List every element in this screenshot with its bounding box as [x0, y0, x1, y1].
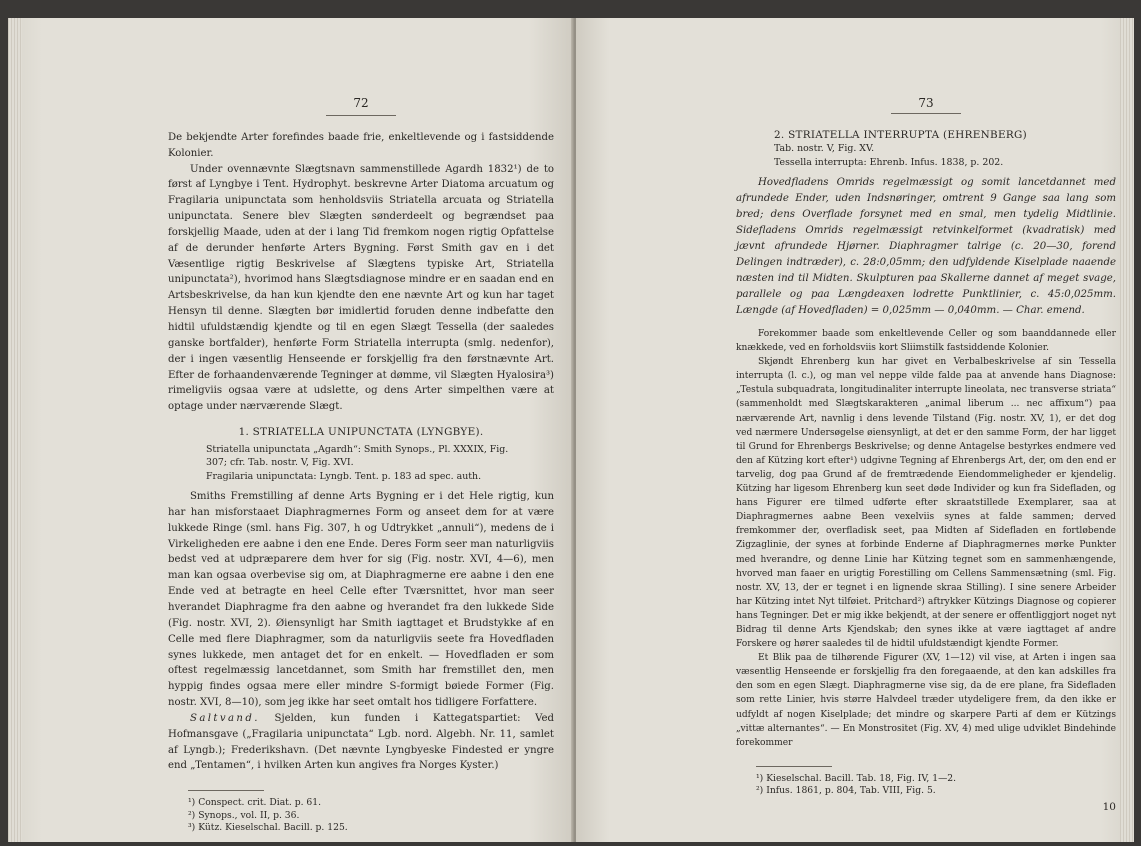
species-diagnosis: Hovedfladens Omrids regelmæssigt og somit lancetdannet med afrundede Ender, uden Indsnøringer, omtrent 9 Gange saa lang som bred; dens Overflade forsynet med en smal, men tydelig Midtlinie. Sidefladens Omrids regelmæssigt retvinkelformet (kvadratisk) med jævnt afrundede Hjørner. Diaphragmer talrige (c. 20—30, forend Delingen indtræder), c. 28:0,05mm; den udfyldende Kiselplade naaende næsten ind til Midten. Skulpturen paa Skallerne dannet af meget svage, parallele og paa Længdeaxen lodrette Punktlinier, c. 45:0,025mm. Længde (af Hovedfladen) = 0,025mm — 0,040mm. — Char. emend. — [736, 177, 1116, 316]
left-page-content — [168, 96, 554, 835]
book-spread — [8, 18, 1134, 842]
footnote: ³) Kütz. Kieselschal. Bacill. p. 125. — [188, 822, 348, 834]
right-page-content — [736, 96, 1116, 814]
synonymy-block — [736, 142, 1116, 169]
paragraph: Forekommer baade som enkeltlevende Celler og som baanddannede eller knækkede, ved en forholdsviis kort Sliimstilk fastsiddende Kolonier. — [736, 329, 1116, 354]
synonym-line: Tessella interrupta: Ehrenb. Infus. 1838, p. 202. — [774, 156, 1004, 168]
paragraph: Et Blik paa de tilhørende Figurer (XV, 1—12) vil vise, at Arten i ingen saa væsentlig Henseende er forskjellig fra den foregaaende, at den kan adskilles fra den som en egen Slægt. Diaphragmerne vise sig, da de ere plane, fra Sidefladen som rette Linier, hvis større Halvdeel træder utydeligere frem, da den ikke er udfyldt af nogen Kiselplade; det mindre og skarpere Parti af dem er Kützings „vittæ alternantes“. — En Monstrositet (Fig. XV, 4) med ulige udviklet Bindehinde forekommer — [736, 653, 1116, 748]
synonymy-block — [168, 443, 554, 483]
paragraph: De bekjendte Arter forefindes baade frie, enkeltlevende og i fastsiddende Kolonier. — [168, 131, 554, 159]
signature-mark: 10 — [1102, 801, 1116, 813]
right-page-edges — [1120, 18, 1134, 842]
left-page — [8, 18, 574, 842]
habitat-text: Sjelden, kun funden i Kattegatspartiet: Ved Hofmansgave („Fragilaria unipunctata“ Lgb. nord. Algebh. Nr. 11, samlet af Lyngb.); Frederikshavn. (Det nævnte Lyngbyeske Findested er yngre end „Tentamen“, i hvilken Arten kun angives fra Norges Kyster.) — [168, 712, 554, 772]
synonym-line: Fragilaria unipunctata: Lyngb. Tent. p. 183 ad spec. auth. — [206, 470, 482, 482]
habitat-label: Saltvand. — [190, 712, 260, 724]
species-heading: 1. STRIATELLA UNIPUNCTATA (LYNGBYE). — [238, 426, 484, 439]
footnote: ²) Synops., vol. II, p. 36. — [188, 809, 300, 821]
left-page-edges — [8, 18, 22, 842]
paragraph: Under ovennævnte Slægtsnavn sammenstillede Agardh 1832¹) de to først af Lyngbye i Tent. Hydrophyt. beskrevne Arter Diatoma arcuatum og Fragilaria unipunctata som henholdsviis Striatella arcuata og Striatella unipunctata. Senere blev Slægten sønderdeelt og begrændset paa forskjellig Maade, uden at der i lang Tid fremkom nogen rigtig Opfattelse af de derunder henførte Arters Bygning. Først Smith gav en i det Væsentlige rigtig Beskrivelse af Slægtens typiske Art, Striatella unipunctata²), hvorimod hans Slægtsdiagnose mindre er en saadan end en Artsbeskrivelse, da han kun kjendte den ene nævnte Art og kun har taget Hensyn til denne. Slægten bør imidlertid foruden denne indbefatte den hidtil ufuldstændig kjendte og til en egen Slægt Tessella (der saaledes ganske bortfalder), henførte Form Striatella interrupta (smlg. nedenfor), der i ingen væsentlig Henseende er forskjellig fra den førstnævnte Art. Efter de forhaandenværende Tegninger at dømme, vil Slægten Hyalosira³) rimeligviis ogsaa være at udslette, og dens Arter simpelthen være at optage under nærværende Slægt. — [168, 163, 554, 413]
page-number-rule — [326, 115, 396, 116]
synonym-line: 307; cfr. Tab. nostr. V, Fig. XVI. — [206, 457, 354, 469]
footnote: ¹) Kieselschal. Bacill. Tab. 18, Fig. IV, 1—2. — [756, 772, 957, 784]
footnote: ²) Infus. 1861, p. 804, Tab. VIII, Fig. 5. — [756, 785, 936, 797]
synonym-line: Striatella unipunctata „Agardh“: Smith Synops., Pl. XXXIX, Fig. — [206, 443, 509, 455]
footnote-rule — [188, 790, 264, 791]
species-heading: 2. STRIATELLA INTERRUPTA (EHRENBERG) — [774, 129, 1027, 142]
page-number: 72 — [353, 96, 369, 110]
right-page — [576, 18, 1134, 842]
footnote: ¹) Conspect. crit. Diat. p. 61. — [188, 797, 322, 809]
footnote-rule — [756, 766, 832, 767]
paragraph: Skjøndt Ehrenberg kun har givet en Verbalbeskrivelse af sin Tessella interrupta (l. c.), og man vel neppe vilde falde paa at anvende hans Diagnose: „Testula subquadrata, longitudinaliter interrupte lineolata, nec transverse striata“ (sammenholdt med Slægtskarakteren „animal liberum ... nec affixum“) paa nærværende Art, navnlig i dens levende Tilstand (Fig. nostr. XV, 1), er det dog ved nærmere Undersøgelse øiensynligt, at det er den samme Form, der har ligget til Grund for Ehrenbergs Beskrivelse; og denne Antagelse bestyrkes endmere ved den af Kützing kort efter¹) udgivne Tegning af Ehrenbergs Art, der, om den end er tarvelig, dog paa Grund af de fremtrædende Eiendommeligheder er kjendelig. Kützing har ligesom Ehrenberg kun seet døde Individer og kun fra Sidefladen, og hans Figurer ere tilmed udførte efter skraatstillede Exemplarer, saa at Diaphragmernes aabne Been vexelviis synes at falde sammen; derved fremkommer der, overfladisk seet, paa Midten af Sidefladen en fortløbende Zigzaglinie, der synes at forbinde Enderne af Diaphragmernes mørke Punkter med hverandre, og denne Linie har Kützing tegnet som en sammenhængende, hvorved man faaer en urigtig Forestilling om Cellens Sammensætning (sml. Fig. nostr. XV, 13, der er tegnet i en lignende skraa Stilling). I sine senere Arbeider har Kützing intet Nyt tilføiet. Pritchard²) aftrykker Kützings Diagnose og copierer hans Tegninger. Det er mig ikke bekjendt, at der senere er offentliggjort noget nyt Bidrag til denne Arts Kjendskab; den synes ikke at være iagttaget af andre Forskere og hører saaledes til de hidtil ufuldstændigt kjendte Former. — [736, 357, 1116, 650]
synonym-line: Tab. nostr. V, Fig. XV. — [774, 143, 875, 155]
paragraph: Smiths Fremstilling af denne Arts Bygning er i det Hele rigtig, kun har han misforstaaet Diaphragmernes Form og anseet dem for at være lukkede Ringe (sml. hans Fig. 307, h og Udtrykket „annuli“), medens de i Virkeligheden ere aabne i den ene Ende. Deres Form seer man naturligviis bedst ved at udpræparere dem hver for sig (Fig. nostr. XVI, 4—6), men man kan ogsaa overbevise sig om, at Diaphragmerne ere aabne i den ene Ende ved at betragte en heel Celle efter Tværsnittet, hvor man seer hverandet Diaphragme fra den aabne og hverandet fra den lukkede Side (Fig. nostr. XVI, 2). Øiensynligt har Smith iagttaget et Brudstykke af en Celle med flere Diaphragmer, som da naturligviis seete fra Hovedfladen synes lukkede, men antaget det for en enkelt. — Hovedfladen er som oftest regelmæssig lancetdannet, som Smith har fremstillet den, men hyppig findes ogsaa mere eller mindre S-formigt bøiede Former (Fig. nostr. XVI, 8—10), som jeg ikke har seet omtalt hos tidligere Forfattere. — [168, 491, 554, 709]
page-number: 73 — [918, 96, 934, 110]
page-number-rule — [891, 113, 961, 114]
habitat-paragraph — [168, 711, 554, 774]
